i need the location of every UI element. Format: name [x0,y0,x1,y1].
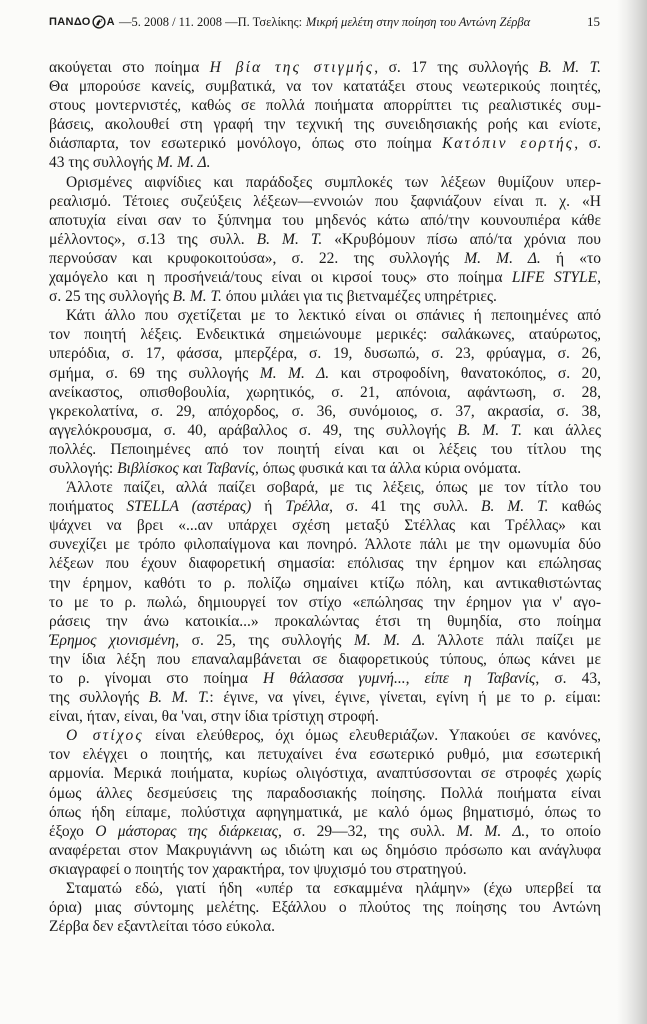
line-text [66,726,601,745]
italic-run: Η θάλασσα γυμνή..., είπε η Ταβανίς [263,670,536,687]
text-run: λέξεων που έχουν διαφορετική σημασία: επόλισας την έρημον και επώλησας [49,555,601,573]
line-text [49,58,601,77]
line-text [49,688,601,707]
text-run: Άλλοτε παίζει, αλλά παίζει σοβαρά, με τις λέξεις, όπως με τον τίτλο του [66,479,601,497]
text-run: είναι, ήταν, είναι, θα 'ναι, στην ίδια τρίστιχη στροφή. [49,708,379,726]
spaced-emphasis-run: Η βία της στιγμής [209,59,375,76]
line-text [49,134,601,153]
text-run: την έρημον, καθότι το ρ. πολίζω σημαίνει κτίζω πόλη, και αντικαθιστώντας [49,574,601,592]
text-run: της συλλογής [49,689,149,707]
italic-run: Β. Μ. Τ. [538,59,601,76]
line-text [49,211,601,230]
text-run: όρια) μιας σύντομης μελέτης. Εξάλλου ο πλούτος της ποίησης του Αντώνη [49,899,601,917]
article-body [49,58,601,936]
line-text [49,325,601,344]
text-line [49,554,601,573]
paragraph [49,58,601,173]
journal-masthead [49,14,115,30]
line-text [49,364,601,383]
paragraph [49,306,601,478]
text-run: Ζέρβα δεν εξαντλείται τόσο εύκολα. [49,918,275,936]
text-run: , σ. 41 της συλλ. [329,498,482,516]
masthead-text-left: ΠΑΝΔΟ [49,16,91,28]
text-run: συλλογής: [49,459,118,477]
italic-run: Τρέλλα [285,498,330,516]
line-text [49,822,601,841]
text-line [49,688,601,707]
text-line [49,192,601,211]
text-run: αρμονία. Μερικά ποιήματα, κυρίως ολιγόστιχα, αναπτύσσονται σε στροφές χωρίς [49,765,601,783]
italic-run: Μ. Μ. Δ. [353,631,426,649]
text-run: χαμόγελο και η προσήνειά/τους είναι οι κιρσοί τους» στο ποίημα [49,269,512,287]
line-text [49,115,601,134]
text-run: πολλές. Πεποιημένες από τον ποιητή είναι και οι λέξεις του τίτλου της [49,440,601,458]
italic-run: Β. Μ. Τ. [481,498,549,516]
text-line [49,764,601,783]
line-text [49,459,521,478]
line-text [49,230,601,249]
text-run: στους μοντερνιστές, καθώς σε πολλά ποιήματα απορρίπτει τις ρεαλιστικές συμ- [49,97,601,115]
text-run: αγγελόκρουσμα, σ. 40, αράβαλλος σ. 49, της συλλογής [49,421,458,439]
italic-run: STELLA (αστέρας) [126,498,252,516]
page-number: 15 [587,14,600,29]
line-text [49,249,601,268]
line-text [49,516,601,535]
paragraph [49,173,601,307]
text-line [49,402,601,421]
italic-run: Β. Μ. Τ. [172,288,222,306]
line-text [49,707,379,726]
text-line [49,249,601,268]
text-line [49,860,601,879]
text-line [49,745,601,764]
text-line [49,96,601,115]
text-run: το με το ρ. πωλώ, δημιουργεί τον στίχο «επώλησας την έρημον για ν' αγο- [49,593,601,611]
line-text [49,497,601,516]
line-text [49,554,601,573]
text-run: όμως άλλες δεσμεύσεις της παραδοσιακής ποίησης. Πολλά ποιήματα είναι [49,784,601,802]
text-run: ψάχνει να βρει «...αν υπάρχει σχέση μεταξύ Στέλλας και Τρέλλας» και [49,517,601,535]
italic-run: Βιβλίσκος και Ταβανίς [117,459,256,477]
line-text [49,383,601,402]
italic-run: Β. Μ. Τ. [256,230,323,248]
text-run: Θα μπορούσε κανείς, συμβατικά, να τον κατατάξει στους νεωτερικούς ποιητές, [49,78,601,96]
paragraph [49,478,601,726]
line-text [49,841,601,860]
text-line [49,612,601,631]
line-text [66,306,601,325]
paragraph [49,726,601,879]
text-run: όπου μιλάει για τις βιετναμέζες υπηρέτριες. [221,288,497,306]
masthead-text-right: Α [106,16,115,28]
line-text [49,421,601,440]
line-text [49,535,601,554]
text-run: , σ. [574,135,602,153]
text-run: ή «το [540,249,601,267]
spaced-emphasis-run: Κατόπιν εορτής [442,135,575,153]
text-line [49,669,601,688]
text-line [49,917,601,936]
text-line [49,650,601,669]
text-run: σκιαγραφεί ο ποιητής τον χαρακτήρα, τον ψυχισμό του στρατηγού. [49,860,467,878]
text-line [49,822,601,841]
line-text [49,764,601,783]
text-line [49,115,601,134]
issue-info: —5. 2008 / 11. 2008 —Π. Τσελίκης: [118,15,303,29]
text-line [49,421,601,440]
text-line [49,631,601,650]
italic-run: Β. Μ. Τ. [148,689,210,707]
text-line [49,325,601,344]
italic-run: LIFE STYLE [511,269,598,287]
line-text [49,402,601,421]
line-text [66,478,601,497]
text-run: Ορισμένες αιφνίδιες και παράδοξες συμπλοκές των λέξεων θυμίζουν υπερ- [66,173,601,191]
text-line [49,440,601,459]
line-text [49,631,601,650]
line-text [49,917,275,936]
line-text [66,173,601,192]
text-run: Άλλοτε πάλι παίζει με [425,631,602,649]
line-text [49,650,601,669]
text-line [49,516,601,535]
text-line [49,841,601,860]
text-run: σ. 25 της συλλογής [49,288,173,306]
text-run: , σ. 17 της συλλογής [374,59,539,76]
pandora-logo-icon [92,15,106,29]
italic-run: Έρημος χιονισμένη [49,631,176,649]
text-line [49,803,601,822]
italic-run: Μ. Μ. Δ. [259,364,330,382]
text-run: μέλλοντος», σ.13 της συλλ. [49,230,257,248]
line-text [49,192,601,211]
text-line [49,77,601,96]
running-header-left [49,14,530,30]
text-line [49,58,601,77]
italic-run: Μ. Μ. Δ. [456,822,526,840]
text-line [49,287,601,306]
spaced-emphasis-run: Ο στίχος [66,727,144,745]
text-line [49,707,601,726]
text-line [49,383,601,402]
text-line [49,364,601,383]
line-text [49,287,497,306]
text-line [49,173,601,192]
text-run: , όπως φυσικά και τα άλλα κύρια ονόματα. [255,459,522,477]
text-run: , σ. 29—32, της συλλ. [277,822,457,840]
text-run: ποιήματος [49,498,127,516]
text-line [49,306,601,325]
text-run: αποτυχία είναι σαν το ξύπνημα του μηδενός κάτω από/την κουνουπιέρα κάθε [49,211,601,229]
line-text [49,440,601,459]
text-run: τον ποιητή λέξεις. Ενδεικτικά σημειώνουμε μερικές: σαλάκωνες, αταύρωτος, [49,326,601,344]
text-line [49,898,601,917]
text-run: ανείκαστος, οπισθοβουλία, χωρητικός, σ. 21, απόνοια, αφάντωση, σ. 28, [49,383,601,401]
text-run: , [597,269,601,287]
text-run: βάσεις, ακολουθεί στη γραφή την τεχνική της συνειδησιακής ροής και ενίοτε, [49,116,601,134]
page-edge-shadow [617,0,647,1024]
italic-run: Ο μάστορας της διάρκειας [95,822,278,840]
text-run: και άλλες [522,421,602,439]
text-line [49,593,601,612]
text-line [49,211,601,230]
line-text [49,898,601,917]
italic-run: Β. Μ. Τ. [457,421,523,439]
line-text [49,669,601,688]
line-text [49,77,601,96]
text-run: περνούσαν και κρυφοκοιτούσα», σ. 22. της συλλογής [49,249,465,267]
text-line [49,497,601,516]
text-run: καθώς [548,498,602,516]
italic-run: Μ. Μ. Δ. [156,154,211,172]
text-run: γκρεκολατίνα, σ. 29, απόχορδος, σ. 36, συνόμοιος, σ. 37, ακρασία, σ. 38, [49,402,601,420]
text-run: Κάτι άλλο που σχετίζεται με το λεκτικό είναι οι σπάνιες ή πεποιημένες από [66,307,601,325]
text-run: τον ελέγχει ο ποιητής, και πετυχαίνει ένα εσωτερικό ρυθμό, μια εσωτερική [49,746,601,764]
text-line [49,344,601,363]
text-line [49,535,601,554]
text-line [49,726,601,745]
text-run: σμήμα, σ. 69 της συλλογής [49,364,260,382]
text-line [49,459,601,478]
article-running-title: Μικρή μελέτη στην ποίηση του Αντώνη Ζέρβα [305,15,531,29]
text-line [49,784,601,803]
line-text [49,860,467,879]
italic-run: Μ. Μ. Δ. [464,249,541,267]
line-text [49,268,601,287]
text-run: την ίδια λέξη που επαναλαμβάνεται σε διαφορετικούς τύπους, όπως κάνει με [49,650,601,668]
text-run: , σ. 25, της συλλογής [175,631,354,649]
text-line [49,478,601,497]
text-run: διάσπαρτα, τον εσωτερικό μονόλογο, όπως στο ποίημα [49,135,443,153]
text-line [49,230,601,249]
line-text [49,574,601,593]
running-header [49,14,600,30]
text-run: Σταματώ εδώ, γιατί ήδη «υπέρ τα εσκαμμένα ηλάμην» (έχω υπερβεί τα [66,880,601,898]
line-text [49,784,601,803]
text-run: αναφέρεται στον Μακρυγιάννη ως ιδιώτη και ως δημόσιο πρόσωπο και ανάγλυφα [49,841,601,859]
text-run: : έγινε, να γίνει, έγινε, γίνεται, εγίνη ή με το ρ. είμαι: [209,689,601,707]
text-run: το ρ. γίνομαι στο ποίημα [49,670,263,687]
text-line [49,134,601,153]
text-run: , το οποίο [525,822,602,840]
line-text [49,593,601,612]
text-run: 43 της συλλογής [49,154,157,172]
line-text [49,96,601,115]
text-run: ή [251,498,286,516]
text-run: συνεχίζει με τρόπο φιλοπαίγμονα και πονηρό. Άλλοτε πάλι με την ομωνυμία δύο [49,536,601,554]
text-line [49,153,601,172]
line-text [66,879,601,898]
text-line [49,268,601,287]
line-text [49,745,601,764]
text-run: και στροφοδίνη, θανατοκόπος, σ. 20, [329,364,602,382]
line-text [49,612,601,631]
paragraph [49,879,601,936]
text-run: υπερόδια, σ. 17, φάσσα, μπερζέρα, σ. 19, δυσωπώ, σ. 23, φρύαγμα, σ. 26, [49,345,601,363]
text-run: όπως ήδη είπαμε, πολύστιχα αφηγηματικά, με καλό όμως βηματισμό, όπως το [49,803,601,821]
text-run: ράσεις την άνω κατοικία...» προκαλώντας έτσι τη θυμηδία, στο ποίημα [49,612,601,630]
text-run: , σ. 43, [535,670,602,687]
text-run: είναι ελεύθερος, όχι όμως ελευθεριάζων. Υπακούει σε κανόνες, [143,727,601,745]
text-line [49,879,601,898]
line-text [49,344,601,363]
text-line [49,574,601,593]
line-text [49,803,601,822]
text-run: «Κρυβόμουν πίσω από/τα χρόνια που [322,230,601,248]
text-run: ρεαλισμό. Τέτοιες συζεύξεις λέξεων—εννοιών που ξαφνιάζουν είναι π. χ. «Η [49,192,601,210]
text-run: έξοχο [49,822,96,840]
text-run: ακούγεται στο ποίημα [49,59,210,76]
line-text [49,153,211,172]
